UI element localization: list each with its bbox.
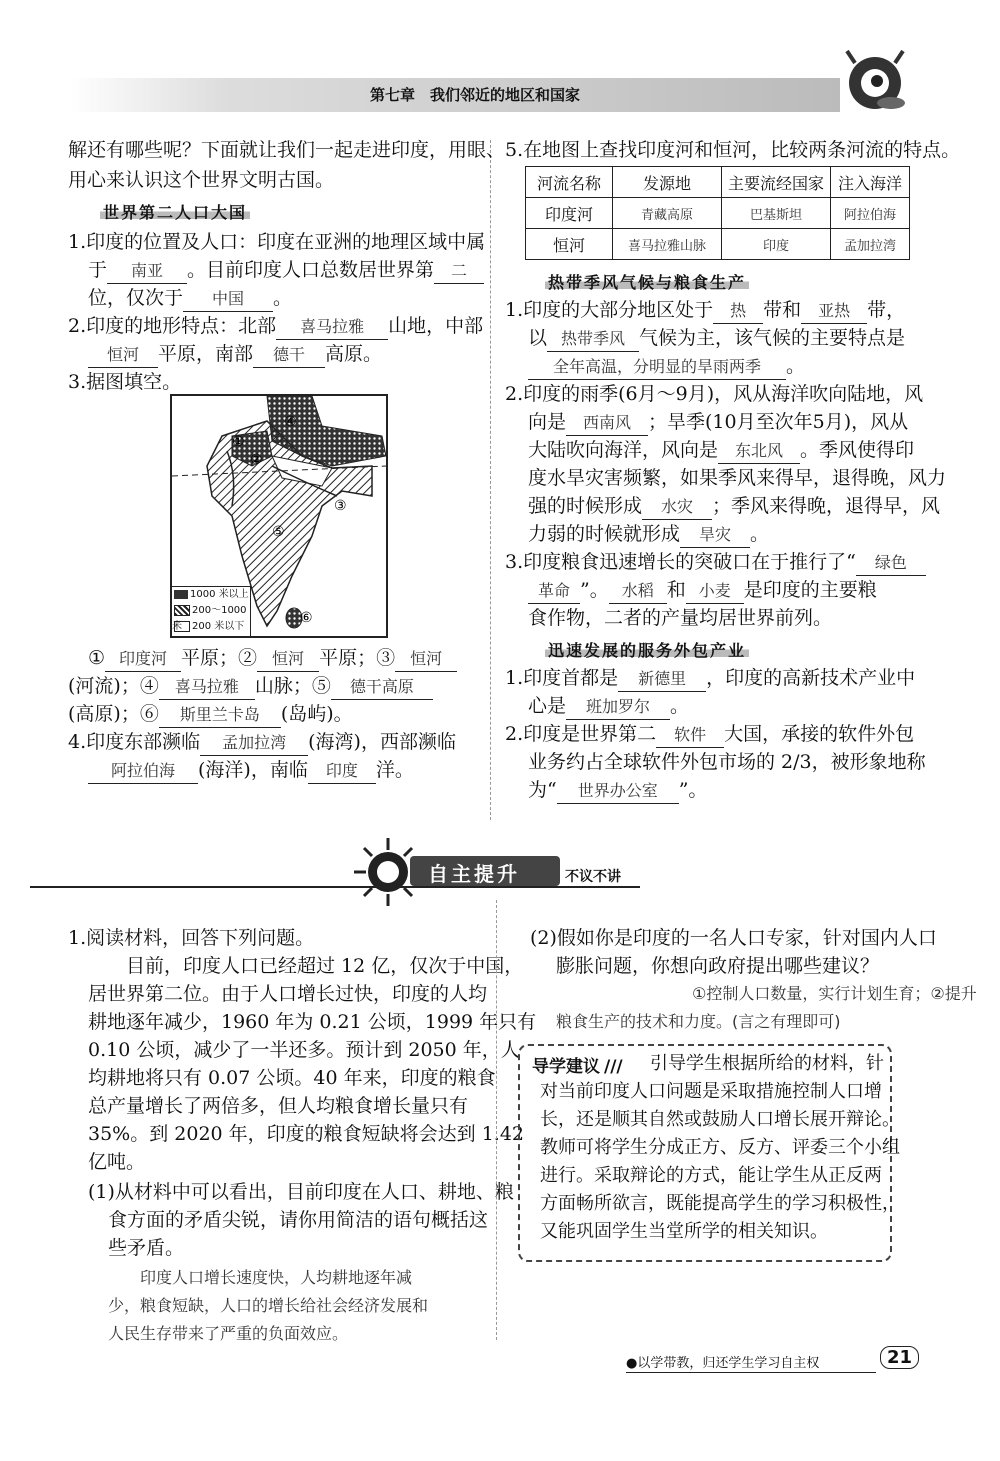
r2-line-5: 强的时候形成 水灾 ；季风来得晚，退得早，风 xyxy=(528,494,940,520)
section-title-outsourcing: 迅速发展的服务外包产业 xyxy=(545,638,749,661)
q1-line-3: 位，仅次于 中国 。 xyxy=(88,286,292,312)
banner-rule xyxy=(30,886,640,888)
answer-blank[interactable]: 恒河 xyxy=(88,343,158,368)
intro-line-1: 解还有哪些呢？下面就让我们一起走进印度，用眼、 xyxy=(68,139,506,161)
table-cell[interactable]: 青藏高原 xyxy=(613,198,722,229)
banner-subtitle: 不议不讲 xyxy=(565,869,621,885)
section-title-population: 世界第二人口大国 xyxy=(100,200,250,223)
map-marker: ⑤ xyxy=(272,524,285,540)
map-legend xyxy=(172,586,251,637)
sub-question-1: 些矛盾。 xyxy=(108,1237,185,1259)
map-marker: ① xyxy=(232,434,245,450)
material-line: 居世界第二位。由于人口增长过快，印度的人均 xyxy=(88,983,488,1005)
material-line: 35%。到 2020 年，印度的粮食短缺将会达到 1.42 xyxy=(88,1123,525,1145)
map-marker: ③ xyxy=(334,498,347,514)
legend-item: 200 米以下 xyxy=(172,619,250,635)
q5-line: 5.在地图上查找印度河和恒河，比较两条河流的特点。 xyxy=(505,139,961,161)
bottom-divider xyxy=(496,900,497,1340)
q4-line-1: 4.印度东部濒临 孟加拉湾 (海湾)，西部濒临 xyxy=(68,730,456,756)
answer-blank[interactable]: 软件 xyxy=(656,723,724,748)
answer-blank[interactable]: 小麦 xyxy=(686,579,744,604)
fill-line-1: ① 印度河 平原；② 恒河 平原；③ 恒河 xyxy=(88,646,457,672)
sub-question-1: (1)从材料中可以看出，目前印度在人口、耕地、粮 xyxy=(88,1181,514,1203)
table-cell[interactable]: 印度 xyxy=(722,229,831,260)
answer-blank[interactable]: 旱灾 xyxy=(680,523,750,548)
q3-label: 3.据图填空。 xyxy=(68,371,182,393)
s2-line-3: 为“ 世界办公室 ”。 xyxy=(528,778,707,804)
river-table xyxy=(525,166,910,260)
table-header-cell: 主要流经国家 xyxy=(722,167,831,198)
answer-blank[interactable]: 热带季风 xyxy=(547,327,639,352)
guide-line: 方面畅所欲言，既能提高学生的学习积极性， xyxy=(540,1193,900,1214)
answer-blank[interactable]: 革命 xyxy=(528,579,580,604)
q1-line-2: 于 南亚 。目前印度人口总数居世界第 二 xyxy=(88,258,484,284)
guide-line: 进行。采取辩论的方式，能让学生从正反两 xyxy=(540,1165,882,1186)
answer-blank[interactable]: 全年高温，分明显的旱雨两季 xyxy=(528,355,786,380)
r2-line-2: 向是 西南风 ；旱季(10月至次年5月)，风从 xyxy=(528,410,908,436)
india-map xyxy=(170,394,388,638)
answer-blank[interactable]: 二 xyxy=(434,259,484,284)
r1-line-2: 以 热带季风 气候为主，该气候的主要特点是 xyxy=(528,326,905,352)
q1-line-1: 1.印度的位置及人口：印度在亚洲的地理区域中属 xyxy=(68,231,486,253)
material-line: 目前，印度人口已经超过 12 亿，仅次于中国， xyxy=(88,955,524,977)
answer-blank[interactable]: 新德里 xyxy=(618,667,706,692)
sub-question-1: 食方面的矛盾尖锐，请你用简洁的语句概括这 xyxy=(108,1209,489,1231)
q2-line-1: 2.印度的地形特点：北部 喜马拉雅 山地，中部 xyxy=(68,314,483,340)
table-row xyxy=(526,229,910,260)
answer-blank[interactable]: 水稻 xyxy=(609,579,667,604)
r2-line-4: 度水旱灾害频繁，如果季风来得早，退得晚，风力 xyxy=(528,467,947,489)
answer-blank[interactable]: 孟加拉湾 xyxy=(200,731,308,756)
r3-line-3: 食作物，二者的产量均居世界前列。 xyxy=(528,607,833,629)
r2-line-1: 2.印度的雨季(6月～9月)，风从海洋吹向陆地，风 xyxy=(505,383,924,405)
table-header-cell: 发源地 xyxy=(613,167,722,198)
answer-text: 印度人口增长速度快，人均耕地逐年减 xyxy=(108,1268,413,1287)
sub-question-2: (2)假如你是印度的一名人口专家，针对国内人口 xyxy=(530,927,937,949)
answer-blank[interactable]: 东北风 xyxy=(718,439,800,464)
map-marker: ④ xyxy=(284,414,297,430)
material-line: 0.10 公顷，减少了一半还多。预计到 2050 年，人 xyxy=(88,1039,520,1061)
page-number: 21 xyxy=(880,1346,919,1369)
r3-line-1: 3.印度粮食迅速增长的突破口在于推行了“ 绿色 xyxy=(505,550,926,576)
table-cell[interactable]: 喜马拉雅山脉 xyxy=(613,229,722,260)
map-marker: ⑥ xyxy=(300,610,313,626)
answer-text: 少，粮食短缺，人口的增长给社会经济发展和 xyxy=(108,1296,429,1315)
guide-line: 对当前印度人口问题是采取措施控制人口增 xyxy=(540,1081,882,1102)
table-cell: 恒河 xyxy=(526,229,613,260)
answer-blank[interactable]: 恒河 xyxy=(395,647,457,672)
footer-rule xyxy=(626,1372,876,1373)
guide-line: 教师可将学生分成正方、反方、评委三个小组 xyxy=(540,1137,900,1158)
answer-blank[interactable]: 喜马拉雅 xyxy=(276,315,388,340)
table-cell[interactable]: 巴基斯坦 xyxy=(722,198,831,229)
answer-text: ①控制人口数量，实行计划生育；②提升 xyxy=(692,984,977,1003)
legend-item: 1000 米以上 xyxy=(172,587,250,603)
q4-line-2: 阿拉伯海 (海洋)，南临 印度 洋。 xyxy=(88,758,414,784)
answer-blank[interactable]: 班加罗尔 xyxy=(566,695,670,720)
column-divider xyxy=(490,140,491,820)
s2-line-2: 业务约占全球软件外包市场的 2/3，被形象地称 xyxy=(528,751,926,773)
table-cell[interactable]: 阿拉伯海 xyxy=(831,198,910,229)
r2-line-3: 大陆吹向海洋，风向是 东北风 。季风使得印 xyxy=(528,438,914,464)
answer-blank[interactable]: 斯里兰卡岛 xyxy=(159,703,281,728)
answer-blank[interactable]: 世界办公室 xyxy=(557,779,679,804)
material-line: 总产量增长了两倍多，但人均粮食增长量只有 xyxy=(88,1095,469,1117)
legend-item: 200～1000 米 xyxy=(172,605,247,632)
guide-line: 长，还是顺其自然或鼓励人口增长展开辩论。 xyxy=(540,1109,900,1130)
answer-blank[interactable]: 水灾 xyxy=(642,495,712,520)
answer-text: 人民生存带来了严重的负面效应。 xyxy=(108,1324,349,1343)
table-header-row xyxy=(526,167,910,198)
intro-line-2: 用心来认识这个世界文明古国。 xyxy=(68,169,335,191)
answer-blank[interactable]: 恒河 xyxy=(257,647,319,672)
header-title: 第七章 我们邻近的地区和国家 xyxy=(370,86,581,104)
guide-line: 又能巩固学生当堂所学的相关知识。 xyxy=(540,1221,828,1242)
s1-line-1: 1.印度首都是 新德里 ，印度的高新技术产业中 xyxy=(505,666,915,692)
r3-line-2: 革命 ”。 水稻 和 小麦 是印度的主要粮 xyxy=(528,578,877,604)
material-line: 均耕地将只有 0.07 公顷。40 年来，印度的粮食 xyxy=(88,1067,496,1089)
answer-text: 粮食生产的技术和力度。(言之有理即可) xyxy=(556,1012,841,1031)
answer-blank[interactable]: 德干 xyxy=(253,343,325,368)
table-cell: 印度河 xyxy=(526,198,613,229)
answer-blank[interactable]: 热 xyxy=(713,299,763,324)
answer-blank[interactable]: 德干高原 xyxy=(331,675,433,700)
table-header-cell: 注入海洋 xyxy=(831,167,910,198)
table-header-cell: 河流名称 xyxy=(526,167,613,198)
q2-line-2: 恒河 平原，南部 德干 高原。 xyxy=(88,342,382,368)
guide-line: 引导学生根据所给的材料，针 xyxy=(650,1053,884,1074)
banner-title: 自主提升 xyxy=(428,862,520,886)
section-title-monsoon: 热带季风气候与粮食生产 xyxy=(545,270,749,293)
material-line: 耕地逐年减少，1960 年为 0.21 公顷，1999 年只有 xyxy=(88,1011,537,1033)
answer-blank[interactable]: 南亚 xyxy=(107,259,187,284)
sub-question-2: 膨胀问题，你想向政府提出哪些建议？ xyxy=(556,955,880,977)
fill-line-3: (高原)；⑥ 斯里兰卡岛 (岛屿)。 xyxy=(68,702,353,728)
answer-blank[interactable]: 印度 xyxy=(308,759,376,784)
table-cell[interactable]: 孟加拉湾 xyxy=(831,229,910,260)
material-line: 亿吨。 xyxy=(88,1151,146,1173)
footer-slogan: ●以学带教，归还学生学习自主权 xyxy=(626,1356,820,1371)
r1-line-1: 1.印度的大部分地区处于 热 带和 亚热 带， xyxy=(505,298,905,324)
s2-line-1: 2.印度是世界第二 软件 大国，承接的软件外包 xyxy=(505,722,914,748)
r1-line-3: 全年高温，分明显的旱雨两季 。 xyxy=(528,354,805,380)
answer-blank[interactable]: 中国 xyxy=(183,287,273,312)
fill-line-2: (河流)；④ 喜马拉雅 山脉；⑤ 德干高原 xyxy=(68,674,433,700)
r2-line-6: 力弱的时候就形成 旱灾 。 xyxy=(528,522,769,548)
guide-label: 导学建议 /// xyxy=(532,1057,623,1077)
answer-blank[interactable]: 印度河 xyxy=(105,647,181,672)
answer-blank[interactable]: 阿拉伯海 xyxy=(88,759,198,784)
answer-blank[interactable]: 喜马拉雅 xyxy=(159,675,255,700)
table-row xyxy=(526,198,910,229)
s1-line-2: 心是 班加罗尔 。 xyxy=(528,694,689,720)
answer-blank[interactable]: 绿色 xyxy=(856,551,926,576)
reading-question: 1.阅读材料，回答下列问题。 xyxy=(68,927,315,949)
answer-blank[interactable]: 亚热 xyxy=(801,299,867,324)
map-marker: ② xyxy=(250,452,263,468)
mascot-icon xyxy=(835,45,915,115)
answer-blank[interactable]: 西南风 xyxy=(566,411,648,436)
